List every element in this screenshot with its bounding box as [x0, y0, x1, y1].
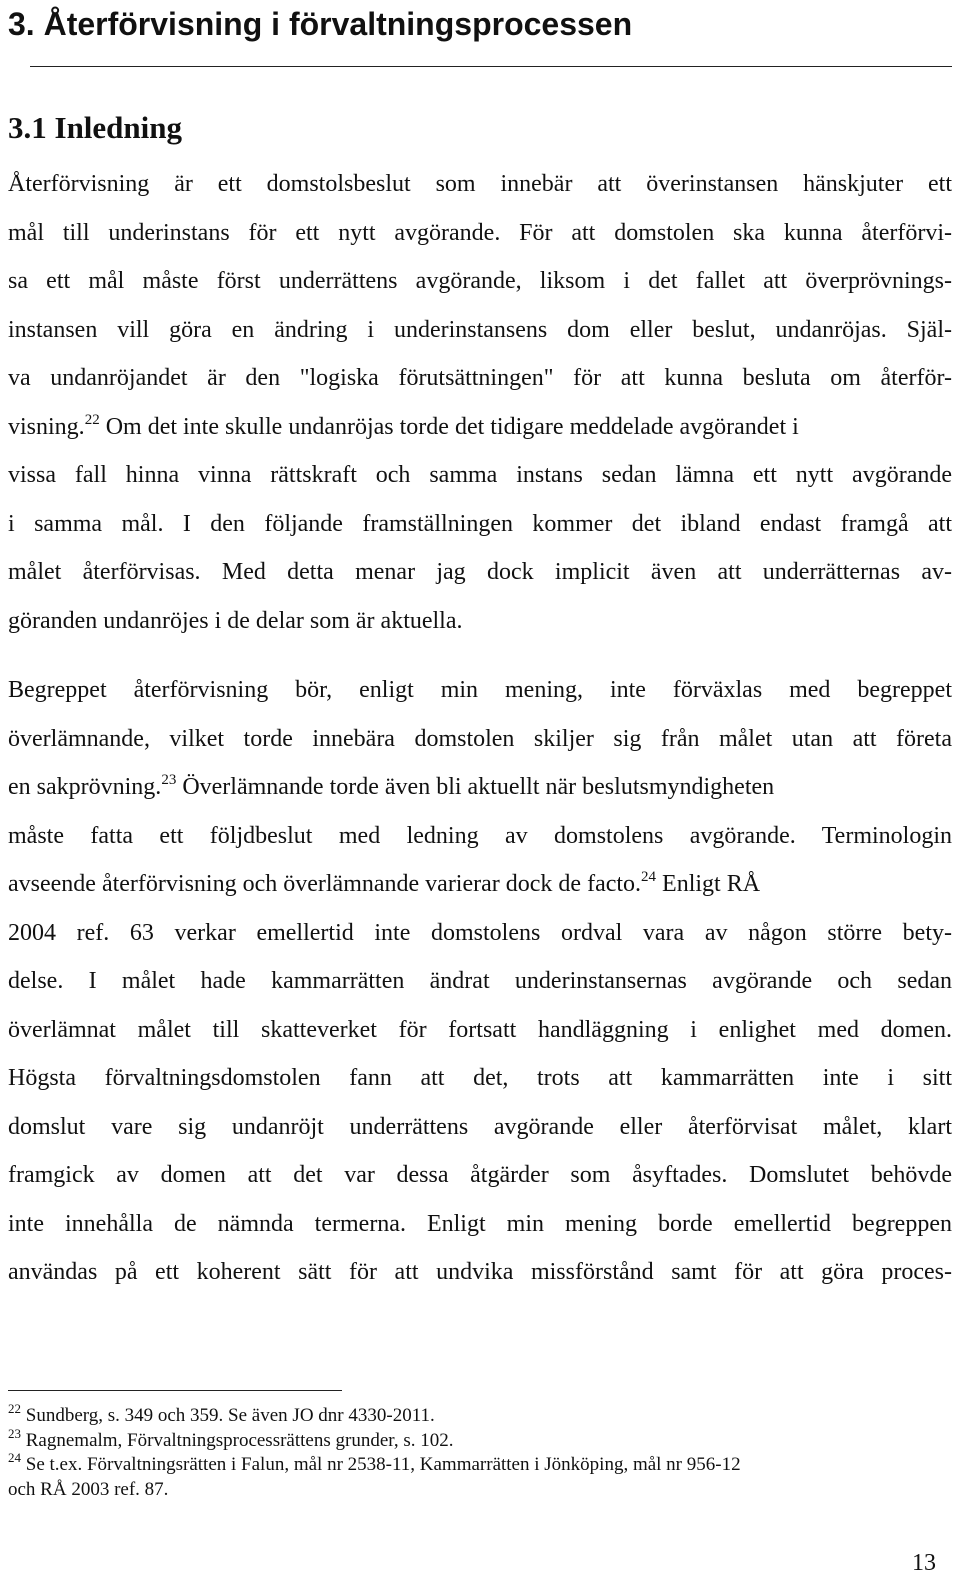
footnote-number: 23 — [8, 1425, 21, 1441]
footnote-text: Sundberg, s. 349 och 359. Se även JO dnr 4330-2011. — [21, 1405, 435, 1426]
footnote-23 — [8, 1425, 952, 1454]
paragraph-line: Begreppet återförvisning bör, enligt min mening, inte förväxlas med begreppet — [8, 677, 952, 703]
footnote-24 — [8, 1450, 952, 1478]
line-text: Om det inte skulle undanröjas torde det tidigare meddelade avgörandet i — [99, 413, 799, 440]
footnote-22 — [8, 1401, 952, 1429]
paragraph-line: va undanröjandet är den "logiska förutsättningen" för att kunna besluta om återför- — [8, 365, 952, 391]
paragraph-line: instansen vill göra en ändring i underinstansens dom eller beslut, undanröjas. Själ- — [8, 316, 952, 343]
footnotes — [8, 1401, 952, 1502]
footnote-number: 22 — [8, 1401, 21, 1416]
paragraph-line: Återförvisning är ett domstolsbeslut som innebär att överinstansen hänskjuter ett — [8, 171, 952, 197]
paragraph-line: sa ett mål måste först underrättens avgörande, liksom i det fallet att överprövnings- — [8, 268, 952, 294]
paragraph-line: måste fatta ett följdbeslut med ledning av domstolens avgörande. Terminologin — [8, 822, 952, 849]
paragraph-line: användas på ett koherent sätt för att undvika missförstånd samt för att göra proces- — [8, 1259, 952, 1285]
paragraph-line: överlämnande, vilket torde innebära domstolen skiljer sig från målet utan att företa — [8, 725, 952, 752]
line-text: en sakprövning. — [8, 774, 162, 800]
paragraph-line: målet återförvisas. Med detta menar jag dock implicit även att underrätternas av- — [8, 559, 952, 585]
line-text: visning. — [8, 413, 85, 440]
footnote-text: Se t.ex. Förvaltningsrätten i Falun, mål nr 2538-11, Kammarrätten i Jönköping, mål nr 956-12 — [21, 1454, 741, 1475]
line-text: avseende återförvisning och överlämnande varierar dock de facto. — [8, 871, 642, 897]
paragraph-line: delse. I målet hade kammarrätten ändrat underinstansernas avgörande och sedan — [8, 968, 952, 994]
footnote-ref[interactable]: 23 — [161, 772, 177, 788]
footnote-ref[interactable]: 22 — [84, 411, 100, 428]
footnote-ref[interactable]: 24 — [641, 869, 657, 885]
page-number: 13 — [912, 1550, 936, 1576]
paragraph-line: i samma mål. I den följande framställningen kommer det ibland endast framgå att — [8, 510, 952, 537]
paragraph-line — [8, 403, 952, 452]
footnote-number: 24 — [8, 1450, 21, 1465]
paragraph-line: framgick av domen att det var dessa åtgärder som åsyftades. Domslutet behövde — [8, 1162, 952, 1188]
paragraph-line — [8, 763, 952, 812]
paragraph-1 — [8, 160, 952, 645]
footnote-text: Ragnemalm, Förvaltningsprocessrättens grunder, s. 102. — [21, 1429, 454, 1451]
chapter-title: 3. Återförvisning i förvaltningsprocessen — [8, 6, 633, 42]
paragraph-line: göranden undanröjes i de delar som är aktuella. — [8, 607, 463, 634]
paragraph-line: domslut vare sig undanröjt underrättens avgörande eller återförvisat målet, klart — [8, 1113, 952, 1140]
line-text: Enligt RÅ — [656, 871, 761, 897]
heading-rule — [30, 66, 952, 67]
paragraph-2 — [8, 666, 952, 1297]
paragraph-line: inte innehålla de nämnda termerna. Enligt min mening borde emellertid begreppen — [8, 1210, 952, 1237]
paragraph-line — [8, 860, 952, 909]
paragraph-line: vissa fall hinna vinna rättskraft och samma instans sedan lämna ett nytt avgörande — [8, 462, 952, 488]
paragraph-line: 2004 ref. 63 verkar emellertid inte domstolens ordval vara av någon större bety- — [8, 919, 952, 946]
line-text: Överlämnande torde även bli aktuellt när beslutsmyndigheten — [176, 774, 775, 800]
footnote-separator — [8, 1390, 342, 1391]
paragraph-line: mål till underinstans för ett nytt avgörande. För att domstolen ska kunna återförvi- — [8, 219, 952, 246]
paragraph-line: överlämnat målet till skatteverket för fortsatt handläggning i enlighet med domen. — [8, 1016, 952, 1043]
footnote-24-continuation: och RÅ 2003 ref. 87. — [8, 1478, 169, 1500]
section-title: 3.1 Inledning — [8, 110, 183, 145]
paragraph-line: Högsta förvaltningsdomstolen fann att det, trots att kammarrätten inte i sitt — [8, 1065, 952, 1091]
